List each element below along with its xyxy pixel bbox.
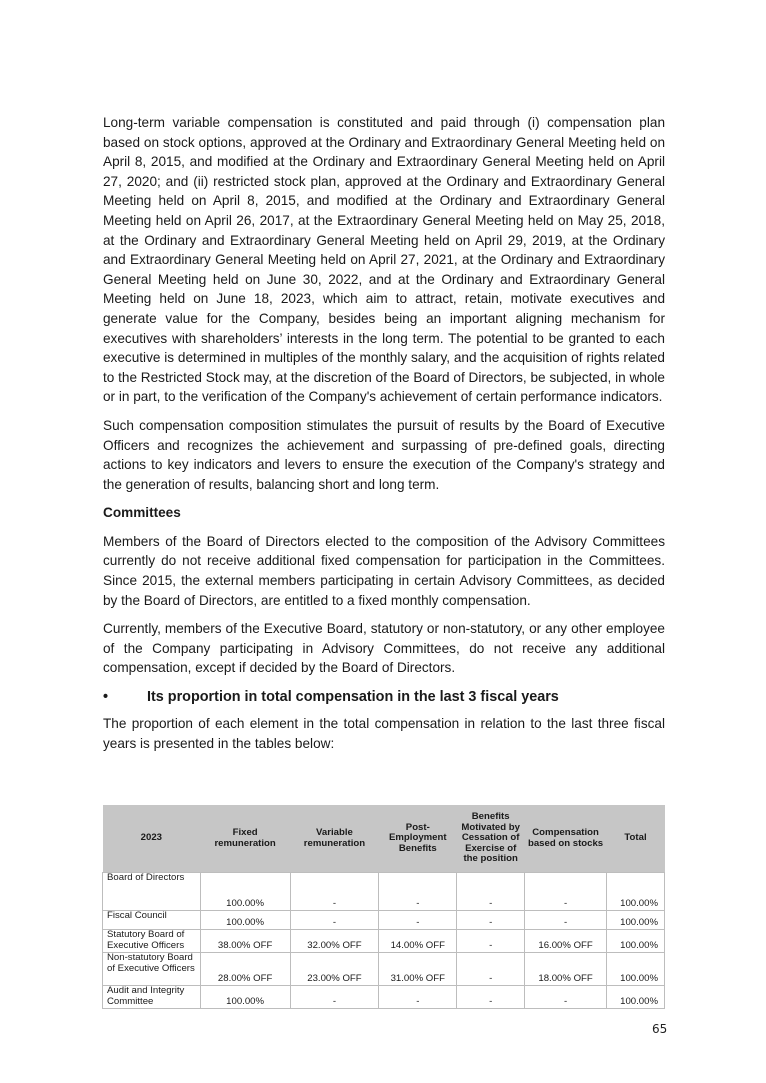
header-cessation-benefits: Benefits Motivated by Cessation of Exercise of the position (457, 805, 525, 873)
cell-stocks: 18.00% OFF (525, 953, 607, 986)
row-label: Audit and Integrity Committee (103, 986, 201, 1009)
cell-stocks: - (525, 873, 607, 911)
bullet-heading-text: Its proportion in total compensation in the last 3 fiscal years (147, 689, 559, 706)
bullet-icon: • (103, 689, 109, 706)
table-row (103, 986, 665, 1009)
cell-variable: 32.00% OFF (290, 930, 379, 953)
paragraph-executive-board: Currently, members of the Executive Board, statutory or non-statutory, or any other employee of the Company participating in Advisory Committees, do not receive any additional compensation, except if decided by the Board of Directors. (103, 621, 665, 676)
cell-total: 100.00% (607, 930, 665, 953)
header-stock-compensation: Compensation based on stocks (525, 805, 607, 873)
table-row (103, 930, 665, 953)
cell-post-employment: 31.00% OFF (379, 953, 457, 986)
table-row (103, 873, 665, 911)
bullet-heading (103, 687, 665, 707)
cell-total: 100.00% (607, 986, 665, 1009)
header-fixed-remuneration: Fixed remuneration (200, 805, 290, 873)
row-label: Statutory Board of Executive Officers (103, 930, 201, 953)
cell-cessation: - (457, 911, 525, 930)
cell-fixed: 100.00% (200, 873, 290, 911)
row-label: Non-statutory Board of Executive Officers (103, 953, 201, 986)
cell-cessation: - (457, 930, 525, 953)
cell-cessation: - (457, 953, 525, 986)
paragraph-compensation-composition: Such compensation composition stimulates the pursuit of results by the Board of Executive Officers and recognizes the achievement and surpassing of pre-defined goals, directing actions to key indicators and levers to ensure the execution of the Company's strategy and the generation of results, balancing short and long term. (103, 417, 665, 492)
cell-post-employment: - (379, 986, 457, 1009)
cell-fixed: 100.00% (200, 986, 290, 1009)
row-label: Board of Directors (103, 873, 201, 911)
cell-variable: - (290, 873, 379, 911)
cell-total: 100.00% (607, 911, 665, 930)
cell-post-employment: - (379, 873, 457, 911)
header-year: 2023 (103, 805, 201, 873)
paragraph-committees-members: Members of the Board of Directors elected to the composition of the Advisory Committees currently do not receive additional fixed compensation for participation in the Committees. Since 2015, the external members participating in certain Advisory Committees, as decided by the Board of Directors, are entitled to a fixed monthly compensation. (103, 533, 665, 608)
cell-post-employment: 14.00% OFF (379, 930, 457, 953)
committees-heading: Committees (103, 505, 181, 521)
compensation-proportion-table (102, 805, 665, 1009)
cell-fixed: 38.00% OFF (200, 930, 290, 953)
table-row (103, 953, 665, 986)
table-header-row (103, 805, 665, 873)
document-body (103, 113, 665, 762)
row-label: Fiscal Council (103, 911, 201, 930)
paragraph-proportion-intro: The proportion of each element in the total compensation in relation to the last three fiscal years is presented in the tables below: (103, 716, 665, 751)
cell-fixed: 100.00% (200, 911, 290, 930)
paragraph-long-term-compensation: Long-term variable compensation is constituted and paid through (i) compensation plan based on stock options, approved at the Ordinary and Extraordinary General Meeting held on April 8, 2015, and modified at the Ordinary and Extraordinary General Meeting held on April 27, 2020; and (ii) restricted stock plan, approved at the Ordinary and Extraordinary General Meeting held on April 8, 2015, and modified at the Ordinary and Extraordinary General Meeting held on April 26, 2017, at the Extraordinary General Meeting held on May 25, 2018, at the Ordinary and Extraordinary General Meeting held on April 29, 2019, at the Ordinary and Extraordinary General Meeting held on April 27, 2021, at the Ordinary and Extraordinary General Meeting held on June 30, 2022, and at the Ordinary and Extraordinary General Meeting held on June 18, 2023, which aim to attract, retain, motivate executives and generate value for the Company, besides being an important aligning mechanism for executives with shareholders’ interests in the long term. The potential to be granted to each executive is determined in multiples of the monthly salary, and the acquisition of rights related to the Restricted Stock may, at the discretion of the Board of Directors, be subjected, in whole or in part, to the verification of the Company's achievement of certain performance indicators. (103, 115, 665, 405)
cell-total: 100.00% (607, 953, 665, 986)
cell-total: 100.00% (607, 873, 665, 911)
header-post-employment-benefits: Post-Employment Benefits (379, 805, 457, 873)
cell-stocks: 16.00% OFF (525, 930, 607, 953)
cell-cessation: - (457, 873, 525, 911)
cell-variable: - (290, 986, 379, 1009)
header-variable-remuneration: Variable remuneration (290, 805, 379, 873)
header-total: Total (607, 805, 665, 873)
cell-stocks: - (525, 986, 607, 1009)
cell-post-employment: - (379, 911, 457, 930)
cell-stocks: - (525, 911, 607, 930)
cell-variable: - (290, 911, 379, 930)
cell-variable: 23.00% OFF (290, 953, 379, 986)
table-row (103, 911, 665, 930)
cell-fixed: 28.00% OFF (200, 953, 290, 986)
page-number: 65 (652, 1022, 668, 1036)
cell-cessation: - (457, 986, 525, 1009)
